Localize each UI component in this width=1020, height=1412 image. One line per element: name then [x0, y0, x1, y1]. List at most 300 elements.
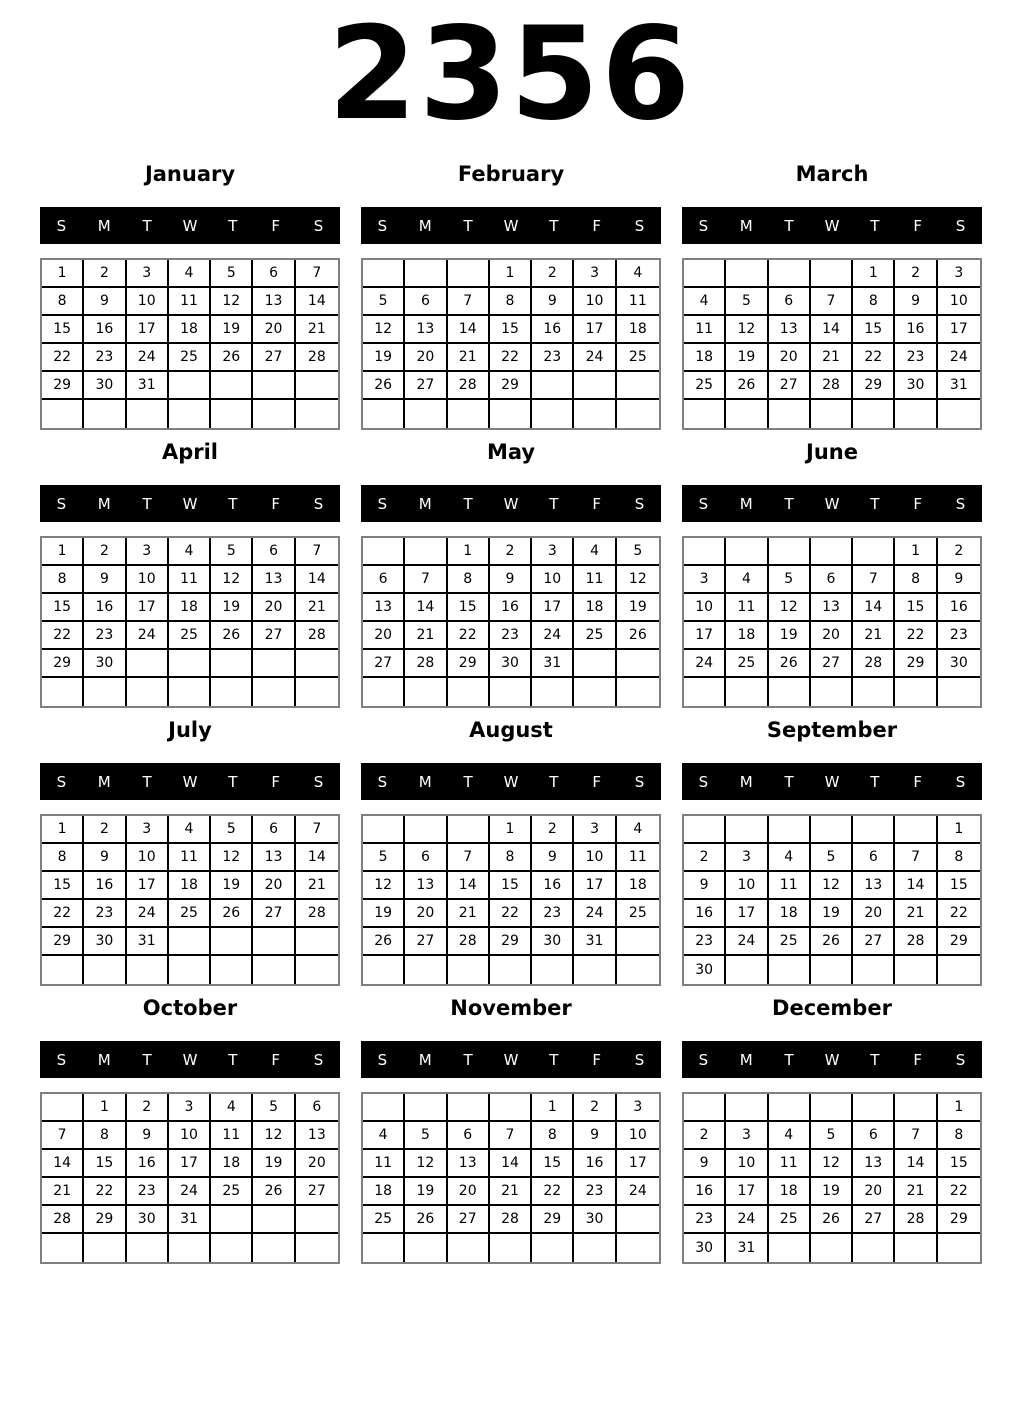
- weekday-label: F: [592, 216, 602, 235]
- day-cell-november-29: 29: [532, 1206, 574, 1234]
- month-block-october: [40, 984, 340, 1262]
- day-grid: [361, 536, 661, 708]
- day-cell-empty: [726, 400, 768, 428]
- day-cell-empty: [42, 956, 84, 984]
- day-cell-november-10: 10: [617, 1122, 659, 1150]
- day-cell-empty: [296, 650, 338, 678]
- day-cell-october-16: 16: [127, 1150, 169, 1178]
- day-cell-june-2: 2: [938, 538, 980, 566]
- day-cell-july-27: 27: [253, 900, 295, 928]
- day-cell-empty: [169, 372, 211, 400]
- day-cell-may-25: 25: [574, 622, 616, 650]
- day-cell-september-3: 3: [726, 844, 768, 872]
- day-cell-february-9: 9: [532, 288, 574, 316]
- day-cell-november-28: 28: [490, 1206, 532, 1234]
- day-cell-december-27: 27: [853, 1206, 895, 1234]
- day-cell-september-17: 17: [726, 900, 768, 928]
- weekday-label: S: [313, 1050, 324, 1069]
- day-cell-january-15: 15: [42, 316, 84, 344]
- day-cell-january-26: 26: [211, 344, 253, 372]
- weekday-header-bar: [361, 763, 661, 800]
- weekday-label: T: [228, 1050, 238, 1069]
- day-cell-february-16: 16: [532, 316, 574, 344]
- day-cell-april-20: 20: [253, 594, 295, 622]
- day-cell-june-1: 1: [895, 538, 937, 566]
- day-cell-march-12: 12: [726, 316, 768, 344]
- month-title: January: [144, 162, 236, 186]
- day-cell-empty: [169, 400, 211, 428]
- day-cell-december-10: 10: [726, 1150, 768, 1178]
- day-cell-june-20: 20: [811, 622, 853, 650]
- day-cell-empty: [169, 678, 211, 706]
- day-cell-november-27: 27: [448, 1206, 490, 1234]
- weekday-label: S: [56, 1050, 67, 1069]
- day-cell-april-1: 1: [42, 538, 84, 566]
- day-cell-august-30: 30: [532, 928, 574, 956]
- weekday-label: S: [698, 1050, 709, 1069]
- day-cell-july-3: 3: [127, 816, 169, 844]
- day-cell-empty: [617, 1206, 659, 1234]
- weekday-header-bar: [682, 485, 982, 522]
- day-cell-empty: [405, 816, 447, 844]
- day-cell-january-23: 23: [84, 344, 126, 372]
- day-cell-april-11: 11: [169, 566, 211, 594]
- day-cell-february-11: 11: [617, 288, 659, 316]
- day-cell-november-3: 3: [617, 1094, 659, 1122]
- day-cell-september-5: 5: [811, 844, 853, 872]
- day-cell-june-8: 8: [895, 566, 937, 594]
- day-cell-empty: [490, 400, 532, 428]
- day-cell-october-4: 4: [211, 1094, 253, 1122]
- day-cell-october-9: 9: [127, 1122, 169, 1150]
- day-cell-february-13: 13: [405, 316, 447, 344]
- day-cell-empty: [405, 1094, 447, 1122]
- day-cell-june-9: 9: [938, 566, 980, 594]
- day-cell-july-28: 28: [296, 900, 338, 928]
- day-cell-may-19: 19: [617, 594, 659, 622]
- day-cell-empty: [684, 400, 726, 428]
- day-cell-empty: [811, 400, 853, 428]
- day-cell-empty: [448, 1234, 490, 1262]
- day-cell-november-20: 20: [448, 1178, 490, 1206]
- day-cell-december-9: 9: [684, 1150, 726, 1178]
- day-cell-september-11: 11: [769, 872, 811, 900]
- weekday-label: T: [228, 772, 238, 791]
- day-cell-april-16: 16: [84, 594, 126, 622]
- day-cell-july-22: 22: [42, 900, 84, 928]
- day-cell-april-3: 3: [127, 538, 169, 566]
- day-cell-june-10: 10: [684, 594, 726, 622]
- day-grid: [361, 258, 661, 430]
- day-cell-august-18: 18: [617, 872, 659, 900]
- day-cell-empty: [769, 678, 811, 706]
- day-cell-december-29: 29: [938, 1206, 980, 1234]
- day-cell-july-10: 10: [127, 844, 169, 872]
- day-cell-march-21: 21: [811, 344, 853, 372]
- day-cell-october-2: 2: [127, 1094, 169, 1122]
- day-cell-october-7: 7: [42, 1122, 84, 1150]
- day-cell-february-10: 10: [574, 288, 616, 316]
- weekday-label: T: [228, 494, 238, 513]
- day-cell-march-2: 2: [895, 260, 937, 288]
- day-cell-empty: [574, 956, 616, 984]
- day-cell-july-31: 31: [127, 928, 169, 956]
- weekday-label: T: [870, 494, 880, 513]
- weekday-label: W: [182, 494, 198, 513]
- weekday-label: S: [698, 494, 709, 513]
- weekday-label: T: [463, 1050, 473, 1069]
- day-cell-february-20: 20: [405, 344, 447, 372]
- day-cell-april-22: 22: [42, 622, 84, 650]
- day-cell-march-1: 1: [853, 260, 895, 288]
- day-cell-february-12: 12: [363, 316, 405, 344]
- weekday-label: S: [313, 772, 324, 791]
- day-cell-empty: [169, 1234, 211, 1262]
- day-cell-august-19: 19: [363, 900, 405, 928]
- day-cell-august-21: 21: [448, 900, 490, 928]
- day-cell-may-20: 20: [363, 622, 405, 650]
- day-cell-empty: [42, 400, 84, 428]
- day-cell-april-7: 7: [296, 538, 338, 566]
- weekday-header-bar: [40, 485, 340, 522]
- day-cell-december-7: 7: [895, 1122, 937, 1150]
- day-cell-july-20: 20: [253, 872, 295, 900]
- day-cell-empty: [811, 538, 853, 566]
- day-cell-june-3: 3: [684, 566, 726, 594]
- day-cell-january-25: 25: [169, 344, 211, 372]
- day-cell-empty: [405, 538, 447, 566]
- day-cell-october-19: 19: [253, 1150, 295, 1178]
- day-cell-may-15: 15: [448, 594, 490, 622]
- day-cell-empty: [853, 400, 895, 428]
- day-cell-august-22: 22: [490, 900, 532, 928]
- day-cell-december-8: 8: [938, 1122, 980, 1150]
- day-cell-september-21: 21: [895, 900, 937, 928]
- day-cell-april-30: 30: [84, 650, 126, 678]
- day-cell-august-1: 1: [490, 816, 532, 844]
- day-cell-may-17: 17: [532, 594, 574, 622]
- month-block-june: [682, 428, 982, 706]
- day-cell-march-26: 26: [726, 372, 768, 400]
- weekday-label: S: [955, 1050, 966, 1069]
- day-cell-november-22: 22: [532, 1178, 574, 1206]
- day-cell-january-8: 8: [42, 288, 84, 316]
- day-cell-empty: [363, 1094, 405, 1122]
- day-cell-september-28: 28: [895, 928, 937, 956]
- day-grid: [40, 814, 340, 986]
- day-cell-february-18: 18: [617, 316, 659, 344]
- day-cell-empty: [853, 956, 895, 984]
- day-cell-november-8: 8: [532, 1122, 574, 1150]
- day-cell-empty: [169, 956, 211, 984]
- day-cell-june-28: 28: [853, 650, 895, 678]
- day-cell-november-5: 5: [405, 1122, 447, 1150]
- day-cell-empty: [617, 372, 659, 400]
- day-cell-empty: [169, 650, 211, 678]
- day-cell-empty: [811, 678, 853, 706]
- day-cell-april-17: 17: [127, 594, 169, 622]
- day-cell-empty: [42, 1234, 84, 1262]
- weekday-label: T: [228, 216, 238, 235]
- weekday-label: W: [824, 216, 840, 235]
- day-cell-may-29: 29: [448, 650, 490, 678]
- weekday-label: M: [97, 494, 111, 513]
- day-cell-august-29: 29: [490, 928, 532, 956]
- day-cell-empty: [490, 678, 532, 706]
- day-cell-august-11: 11: [617, 844, 659, 872]
- day-cell-empty: [253, 956, 295, 984]
- day-cell-december-23: 23: [684, 1206, 726, 1234]
- day-cell-april-26: 26: [211, 622, 253, 650]
- day-cell-march-29: 29: [853, 372, 895, 400]
- day-cell-june-23: 23: [938, 622, 980, 650]
- day-cell-january-28: 28: [296, 344, 338, 372]
- day-cell-december-2: 2: [684, 1122, 726, 1150]
- day-cell-february-6: 6: [405, 288, 447, 316]
- month-title: July: [168, 718, 212, 742]
- day-cell-november-16: 16: [574, 1150, 616, 1178]
- day-cell-may-1: 1: [448, 538, 490, 566]
- day-cell-february-21: 21: [448, 344, 490, 372]
- day-cell-february-14: 14: [448, 316, 490, 344]
- day-cell-january-17: 17: [127, 316, 169, 344]
- day-cell-may-3: 3: [532, 538, 574, 566]
- weekday-header-bar: [361, 207, 661, 244]
- day-cell-november-7: 7: [490, 1122, 532, 1150]
- day-cell-march-14: 14: [811, 316, 853, 344]
- weekday-label: W: [503, 494, 519, 513]
- day-cell-empty: [363, 816, 405, 844]
- weekday-label: S: [313, 216, 324, 235]
- day-cell-april-19: 19: [211, 594, 253, 622]
- day-cell-july-30: 30: [84, 928, 126, 956]
- day-cell-may-24: 24: [532, 622, 574, 650]
- day-cell-november-24: 24: [617, 1178, 659, 1206]
- day-cell-empty: [938, 1234, 980, 1262]
- day-cell-july-6: 6: [253, 816, 295, 844]
- day-cell-march-30: 30: [895, 372, 937, 400]
- day-cell-january-11: 11: [169, 288, 211, 316]
- day-cell-january-14: 14: [296, 288, 338, 316]
- day-cell-empty: [617, 400, 659, 428]
- weekday-label: T: [549, 772, 559, 791]
- day-cell-empty: [684, 678, 726, 706]
- weekday-label: M: [418, 772, 432, 791]
- day-cell-empty: [769, 956, 811, 984]
- day-cell-february-1: 1: [490, 260, 532, 288]
- weekday-label: T: [784, 772, 794, 791]
- day-cell-april-25: 25: [169, 622, 211, 650]
- day-cell-may-22: 22: [448, 622, 490, 650]
- day-cell-october-22: 22: [84, 1178, 126, 1206]
- day-cell-empty: [769, 1094, 811, 1122]
- day-cell-july-5: 5: [211, 816, 253, 844]
- day-cell-september-2: 2: [684, 844, 726, 872]
- weekday-label: T: [142, 216, 152, 235]
- day-cell-february-3: 3: [574, 260, 616, 288]
- day-cell-empty: [532, 956, 574, 984]
- month-title: September: [766, 718, 898, 742]
- day-cell-december-21: 21: [895, 1178, 937, 1206]
- month-block-july: [40, 706, 340, 984]
- day-cell-empty: [363, 400, 405, 428]
- day-cell-april-9: 9: [84, 566, 126, 594]
- day-cell-december-26: 26: [811, 1206, 853, 1234]
- day-cell-september-7: 7: [895, 844, 937, 872]
- day-cell-january-20: 20: [253, 316, 295, 344]
- day-cell-september-9: 9: [684, 872, 726, 900]
- day-cell-may-4: 4: [574, 538, 616, 566]
- day-cell-november-26: 26: [405, 1206, 447, 1234]
- day-cell-empty: [938, 400, 980, 428]
- day-cell-october-31: 31: [169, 1206, 211, 1234]
- day-cell-empty: [938, 956, 980, 984]
- day-cell-empty: [42, 1094, 84, 1122]
- weekday-header-bar: [682, 207, 982, 244]
- day-cell-empty: [895, 400, 937, 428]
- day-cell-october-1: 1: [84, 1094, 126, 1122]
- day-cell-december-12: 12: [811, 1150, 853, 1178]
- day-cell-september-6: 6: [853, 844, 895, 872]
- day-cell-empty: [532, 678, 574, 706]
- day-cell-empty: [726, 538, 768, 566]
- day-cell-december-6: 6: [853, 1122, 895, 1150]
- day-cell-june-24: 24: [684, 650, 726, 678]
- day-cell-january-3: 3: [127, 260, 169, 288]
- day-cell-october-28: 28: [42, 1206, 84, 1234]
- day-cell-june-19: 19: [769, 622, 811, 650]
- month-title: October: [142, 996, 238, 1020]
- month-title: March: [795, 162, 869, 186]
- day-cell-empty: [253, 1206, 295, 1234]
- weekday-label: S: [56, 216, 67, 235]
- day-cell-empty: [253, 1234, 295, 1262]
- day-cell-empty: [811, 1094, 853, 1122]
- weekday-label: S: [955, 216, 966, 235]
- day-cell-empty: [853, 678, 895, 706]
- day-cell-march-16: 16: [895, 316, 937, 344]
- day-cell-september-14: 14: [895, 872, 937, 900]
- day-cell-november-6: 6: [448, 1122, 490, 1150]
- day-cell-january-9: 9: [84, 288, 126, 316]
- day-cell-january-31: 31: [127, 372, 169, 400]
- day-cell-june-16: 16: [938, 594, 980, 622]
- day-cell-empty: [726, 1094, 768, 1122]
- day-cell-august-4: 4: [617, 816, 659, 844]
- weekday-label: F: [913, 772, 923, 791]
- weekday-label: M: [739, 216, 753, 235]
- day-cell-empty: [726, 956, 768, 984]
- day-cell-june-27: 27: [811, 650, 853, 678]
- day-cell-march-25: 25: [684, 372, 726, 400]
- day-cell-october-29: 29: [84, 1206, 126, 1234]
- day-cell-august-9: 9: [532, 844, 574, 872]
- day-cell-may-8: 8: [448, 566, 490, 594]
- day-cell-september-19: 19: [811, 900, 853, 928]
- day-cell-august-26: 26: [363, 928, 405, 956]
- month-block-february: [361, 150, 661, 428]
- day-cell-may-5: 5: [617, 538, 659, 566]
- day-cell-may-27: 27: [363, 650, 405, 678]
- day-cell-september-27: 27: [853, 928, 895, 956]
- day-cell-september-25: 25: [769, 928, 811, 956]
- month-title: April: [161, 440, 219, 464]
- day-cell-empty: [211, 956, 253, 984]
- day-cell-february-15: 15: [490, 316, 532, 344]
- day-cell-august-12: 12: [363, 872, 405, 900]
- month-title: November: [450, 996, 572, 1020]
- day-cell-january-22: 22: [42, 344, 84, 372]
- day-cell-empty: [296, 928, 338, 956]
- day-cell-empty: [84, 400, 126, 428]
- day-cell-february-8: 8: [490, 288, 532, 316]
- day-cell-april-15: 15: [42, 594, 84, 622]
- day-cell-empty: [448, 956, 490, 984]
- day-cell-august-8: 8: [490, 844, 532, 872]
- day-cell-october-8: 8: [84, 1122, 126, 1150]
- day-cell-empty: [448, 260, 490, 288]
- day-cell-november-17: 17: [617, 1150, 659, 1178]
- day-cell-august-23: 23: [532, 900, 574, 928]
- day-cell-empty: [769, 260, 811, 288]
- day-cell-empty: [405, 400, 447, 428]
- day-cell-august-20: 20: [405, 900, 447, 928]
- day-cell-empty: [532, 400, 574, 428]
- day-cell-march-19: 19: [726, 344, 768, 372]
- day-cell-empty: [448, 1094, 490, 1122]
- day-cell-june-12: 12: [769, 594, 811, 622]
- day-cell-empty: [405, 260, 447, 288]
- day-cell-empty: [574, 678, 616, 706]
- weekday-label: F: [592, 494, 602, 513]
- day-cell-april-27: 27: [253, 622, 295, 650]
- day-cell-february-26: 26: [363, 372, 405, 400]
- day-cell-empty: [84, 678, 126, 706]
- day-cell-march-6: 6: [769, 288, 811, 316]
- weekday-label: T: [463, 494, 473, 513]
- weekday-label: T: [549, 216, 559, 235]
- day-cell-january-12: 12: [211, 288, 253, 316]
- day-cell-june-13: 13: [811, 594, 853, 622]
- weekday-label: M: [739, 494, 753, 513]
- day-cell-august-25: 25: [617, 900, 659, 928]
- day-cell-june-18: 18: [726, 622, 768, 650]
- day-cell-empty: [617, 956, 659, 984]
- weekday-label: W: [503, 772, 519, 791]
- day-cell-august-14: 14: [448, 872, 490, 900]
- weekday-label: F: [592, 772, 602, 791]
- day-cell-empty: [363, 260, 405, 288]
- weekday-label: F: [271, 772, 281, 791]
- day-cell-february-7: 7: [448, 288, 490, 316]
- day-cell-may-21: 21: [405, 622, 447, 650]
- day-cell-empty: [895, 1234, 937, 1262]
- day-cell-empty: [296, 1206, 338, 1234]
- day-cell-august-7: 7: [448, 844, 490, 872]
- day-cell-september-10: 10: [726, 872, 768, 900]
- day-cell-empty: [684, 1094, 726, 1122]
- day-cell-april-29: 29: [42, 650, 84, 678]
- day-cell-october-20: 20: [296, 1150, 338, 1178]
- day-cell-april-2: 2: [84, 538, 126, 566]
- weekday-label: S: [377, 772, 388, 791]
- weekday-label: F: [592, 1050, 602, 1069]
- day-cell-june-25: 25: [726, 650, 768, 678]
- weekday-header-bar: [682, 1041, 982, 1078]
- day-grid: [361, 814, 661, 986]
- day-cell-empty: [405, 1234, 447, 1262]
- day-cell-empty: [363, 678, 405, 706]
